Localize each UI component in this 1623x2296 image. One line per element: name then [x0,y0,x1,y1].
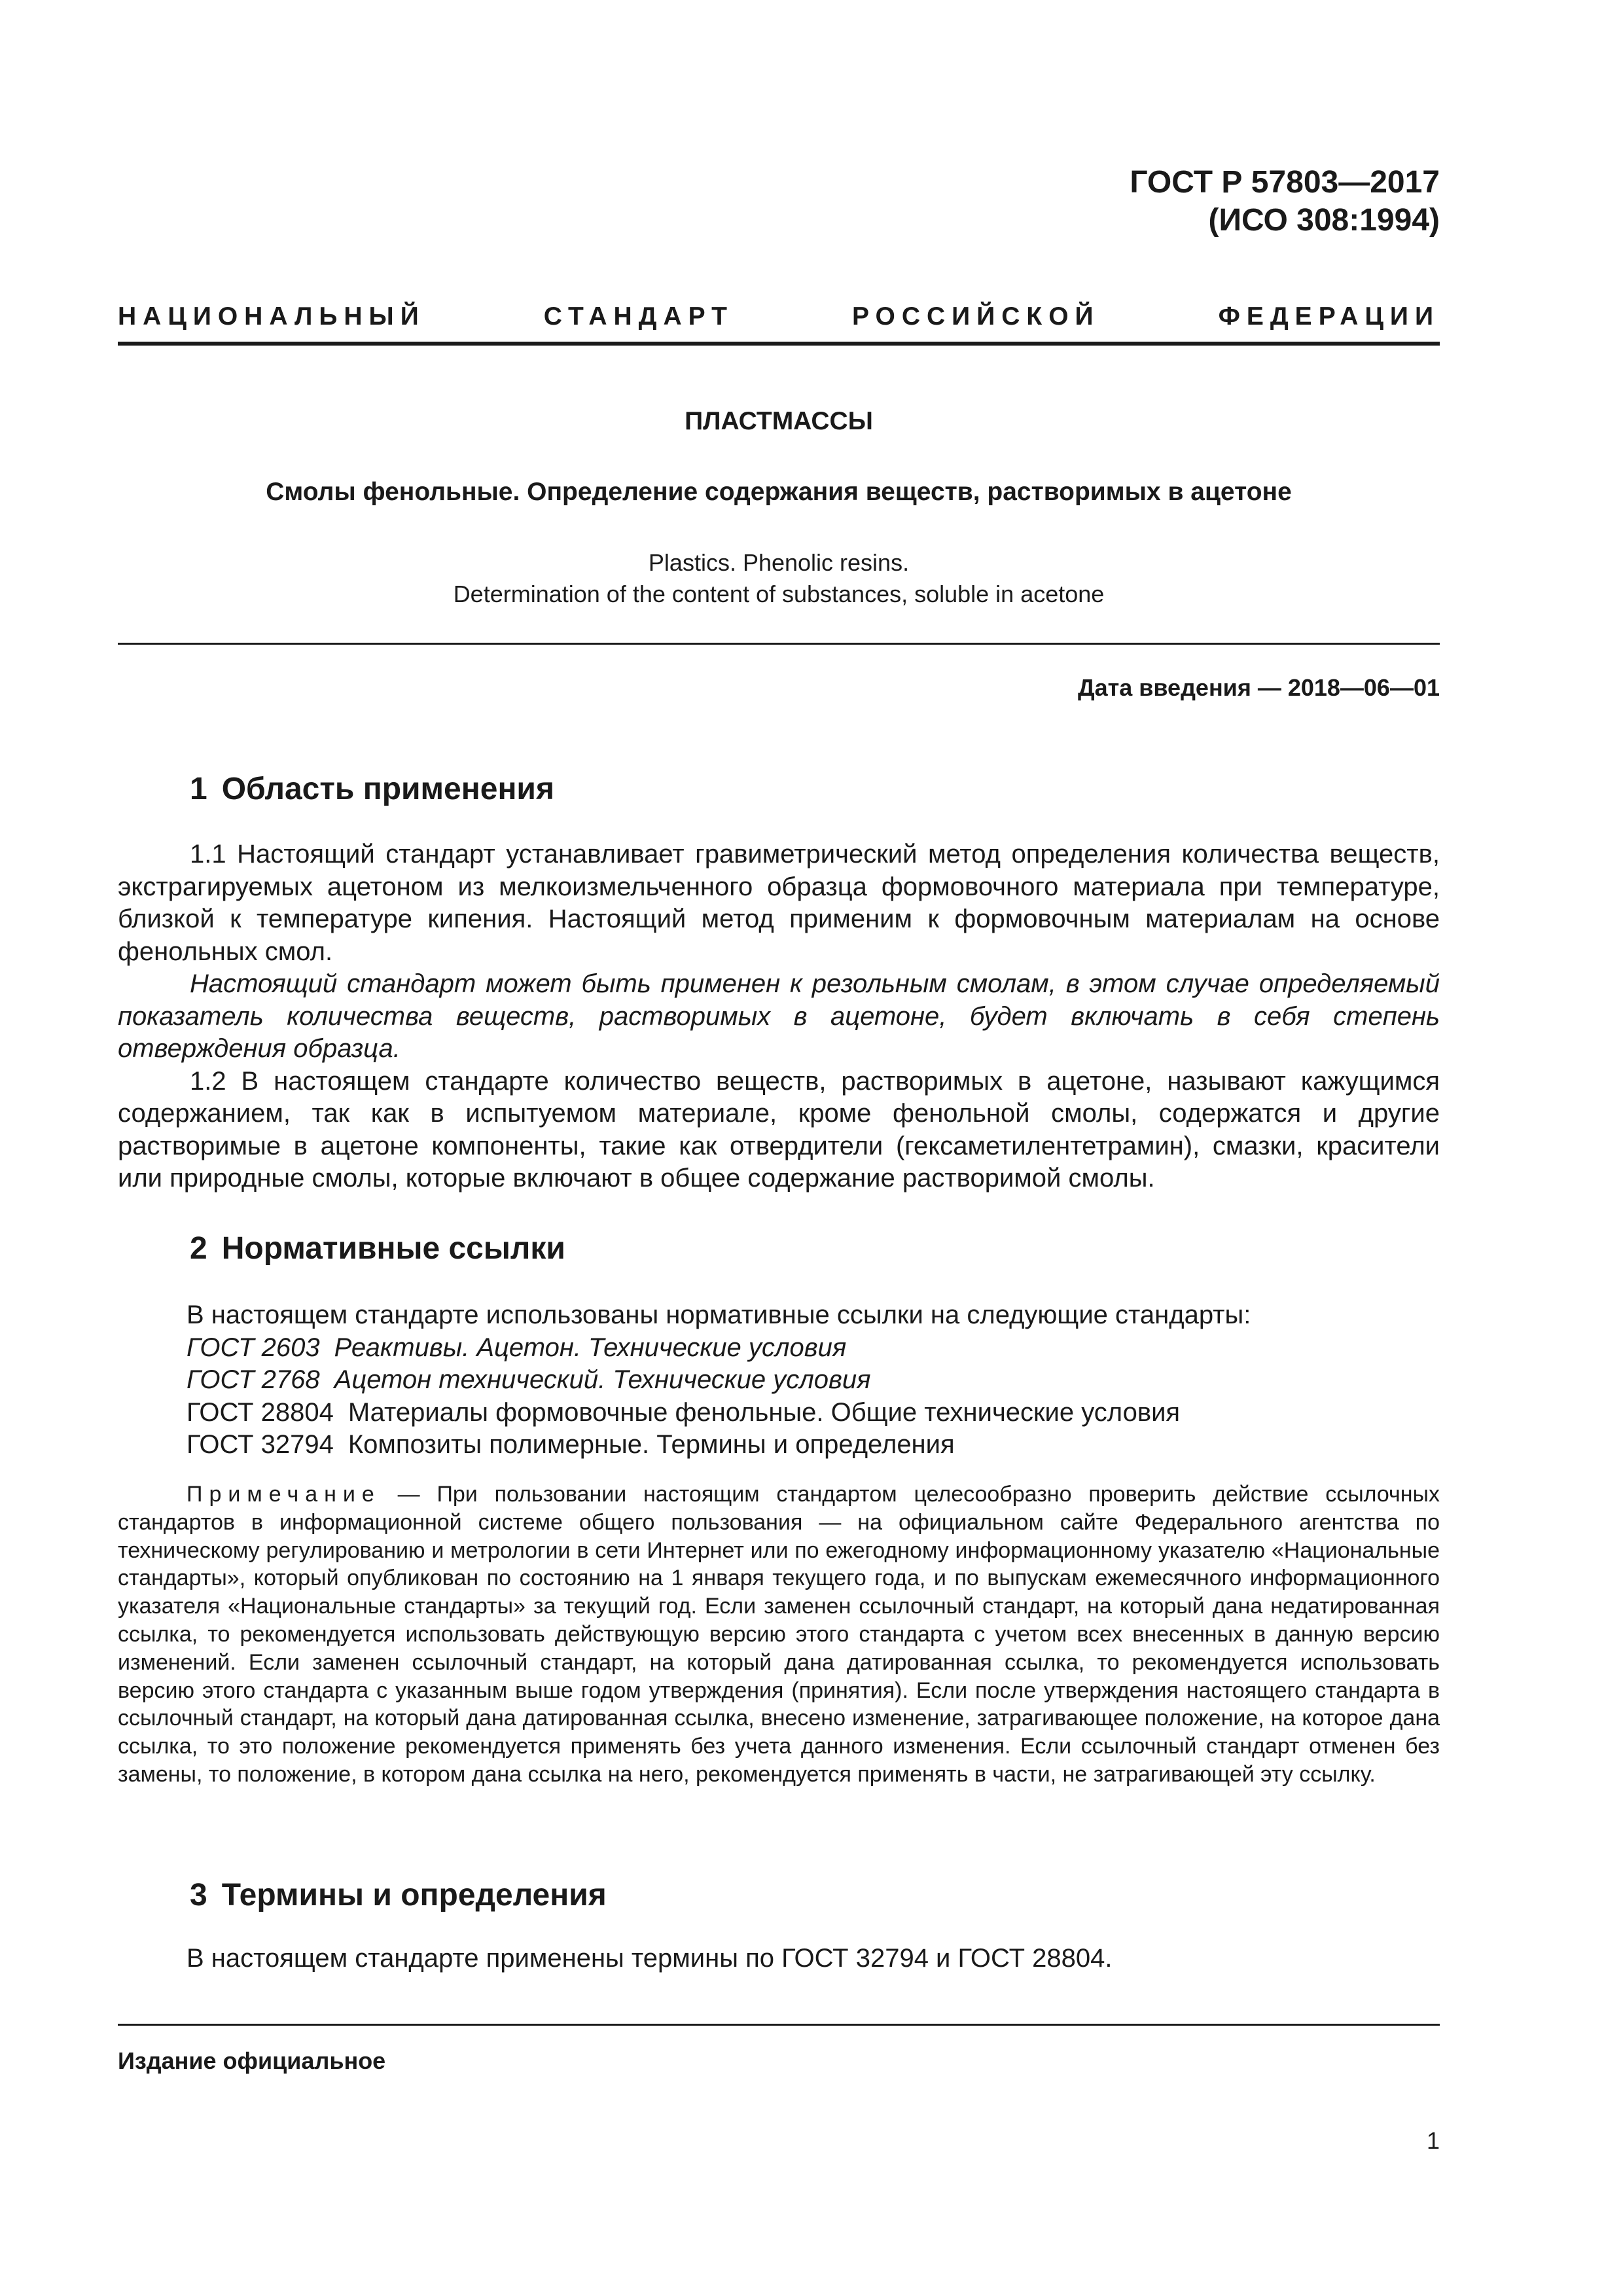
section-number: 3 [190,1878,207,1912]
english-title-line: Plastics. Phenolic resins. [648,549,910,576]
document-title: ПЛАСТМАССЫ [685,407,873,435]
references-intro: В настоящем стандарте использованы нормативные ссылки на следующие стандарты: [187,1300,1251,1329]
title-rule [118,643,1440,645]
paragraph-1-2: 1.2 В настоящем стандарте количество веществ, растворимых в ацетоне, называют кажущимся содержанием, так как в испытуемом материале, кроме фенольной смолы, содержатся и другие растворимые в ацетоне компоненты, такие как отвердители (гексаметилентетрамин), смазки, красители или природные смолы, которые включают в общее содержание растворимой смолы. [118,1066,1440,1193]
standard-designation [1130,164,1440,240]
references-note [118,1480,1440,1789]
reference-item [187,1364,1443,1397]
reference-title: Реактивы. Ацетон. Технические условия [334,1333,847,1362]
banner-word: РОССИЙСКОЙ [852,302,1100,331]
reference-title: Композиты полимерные. Термины и определения [348,1430,955,1459]
banner-word: ФЕДЕРАЦИИ [1218,302,1440,331]
reference-item [187,1332,1443,1365]
section-heading-normative-references [190,1230,565,1266]
reference-code: ГОСТ 2768 [187,1365,320,1394]
terms-text: В настоящем стандарте применены термины по ГОСТ 32794 и ГОСТ 28804. [187,1944,1113,1973]
banner-word: СТАНДАРТ [543,302,734,331]
banner-word: НАЦИОНАЛЬНЫЙ [118,302,425,331]
document-subtitle: Смолы фенольные. Определение содержания веществ, растворимых в ацетоне [266,478,1292,506]
national-standard-banner [118,302,1440,331]
reference-item [187,1397,1443,1429]
note-label: Примечание [187,1482,381,1507]
normative-references-list [187,1299,1443,1462]
section-heading-scope [190,771,554,807]
reference-title: Ацетон технический. Технические условия [334,1365,871,1394]
gost-code: ГОСТ Р 57803—2017 [1130,165,1440,200]
page-number: 1 [1426,2127,1440,2154]
section-heading-terms [190,1877,607,1913]
official-edition-label: Издание официальное [118,2047,386,2074]
header-rule [118,342,1440,346]
english-title-line: Determination of the content of substances, soluble in acetone [453,581,1105,607]
reference-item [187,1429,1443,1462]
section-number: 1 [190,772,207,806]
reference-title: Материалы формовочные фенольные. Общие технические условия [348,1397,1181,1427]
introduction-date: Дата введения — 2018—06—01 [1077,674,1440,701]
iso-code: (ИСО 308:1994) [1208,203,1440,238]
english-title [118,547,1440,610]
reference-code: ГОСТ 28804 [187,1397,334,1427]
note-text: — При пользовании настоящим стандартом целесообразно проверить действие ссылочных стандартов в информационной системе общего пользования — на официальном сайте Федерального агентства по техническому регулированию и метрологии в сети Интернет или по ежегодному информационному указателю «Национальные стандарты», который опубликован по состоянию на 1 января текущего года, и по выпускам ежемесячного информационного указателя «Национальные стандарты» за текущий год. Если заменен ссылочный стандарт, на который дана недатированная ссылка, то рекомендуется использовать действующую версию этого стандарта с учетом всех внесенных в данную версию изменений. Если заменен ссылочный стандарт, на который дана датированная ссылка, то рекомендуется использовать версию этого стандарта с указанным выше годом утверждения (принятия). Если после утверждения настоящего стандарта в ссылочный стандарт, на который дана датированная ссылка, внесено изменение, затрагивающее положение, на которое дана ссылка, то это положение рекомендуется применять без учета данного изменения. Если ссылочный стандарт отменен без замены, то положение, в котором дана ссылка на него, рекомендуется применять в части, не затрагивающей эту ссылку. [118,1482,1440,1787]
section-title: Область применения [221,772,554,806]
footer-rule [118,2024,1440,2026]
paragraph-1-1-note: Настоящий стандарт может быть применен к резольным смолам, в этом случае определяемый показатель количества веществ, растворимых в ацетоне, будет включать в себя степень отверждения образца. [118,969,1440,1063]
section-title: Термины и определения [221,1878,607,1912]
paragraph-1-1: 1.1 Настоящий стандарт устанавливает гравиметрический метод определения количества веществ, экстрагируемых ацетоном из мелкоизмельченного образца формовочного материала при температуре, близкой к температуре кипения. Настоящий метод применим к формовочным материалам на основе фенольных смол. [118,840,1440,966]
section-number: 2 [190,1231,207,1266]
reference-code: ГОСТ 32794 [187,1430,334,1459]
section-title: Нормативные ссылки [221,1231,565,1266]
reference-code: ГОСТ 2603 [187,1333,320,1362]
section-scope-body [118,838,1440,1195]
